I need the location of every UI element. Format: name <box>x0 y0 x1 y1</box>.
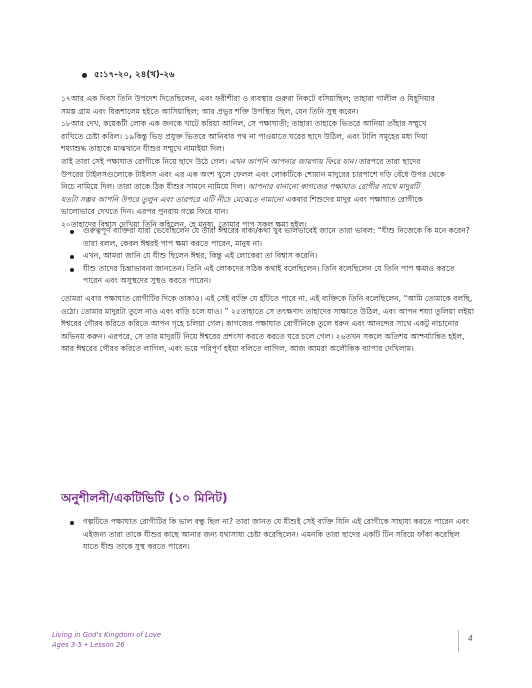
story-line: সমস্ত গ্রাম এবং যিরূশালেম হইতে আসিয়াছিল; আর প্রভুর শক্তি উপস্থিত ছিল, যেন তিনি সুস্থ করেন। <box>61 106 359 116</box>
instruction-text: আপনার বানানো কাগজের পক্ষাঘাত রোগীর সাথে মাদুরটি <box>247 182 420 192</box>
conclusion-text: তোমরা এবার পক্ষাঘাত রোগীটির দিকে তাকাও। এই সেই ব্যক্তি যে হাঁটতে পারে না. এই ব্যক্তিকে তিনি বলেছিলেন, “আমি তোমাকে বলছি, ওঠো। তোমার মাদুরটা তুলে নাও এবং বাড়ি চলে যাও। ” ২৫তাহাতে সে তৎক্ষণাৎ তাহাদের সাক্ষাতে উঠিল, এবং আপন শয্যা তুলিয়া লইয়া ঈশ্বরের গৌরব করিতে করিতে আপন গৃহে চলিয়া গেল। কাগজের পক্ষাঘাত রোগীনিকে তুলে ধরুন এবং আনন্দের সাথে একটু নাচানোর অভিনয় করুন। এরপরে, সে তার মাদুরটি নিয়ে ঈশ্বরের প্রশংসা করতে করতে ঘরে চলে গেল। ২৬তখন সকলে অতিশয় আশ্চর্য্যান্বিত হইল, আর ঈশ্বরের গৌরব করিতে লাগিল, এবং ভয়ে পরিপূর্ণ হইয়া বলিতে লাগিল, আজ আমরা অলৌকিক ব্যাপার দেখিলাম। <box>61 294 475 354</box>
story-line: রাখিতে চেষ্টা করিল। ১৯কিন্তু ভিড় প্রযুক্ত ভিতরে আনিবার পথ না পাওয়াতে ঘরের ছাদে উঠিল, এবং টালি সমূহের মধ্য দিয়া <box>61 131 428 141</box>
story-line: শয্যাশুদ্ধ তাহাকে মাঝখানে যীশুর সম্মুখে নামাইয়া দিল। <box>61 144 225 154</box>
list-item: এখন, আমরা জানি যে যীশু ছিলেন ঈশ্বর, কিন্তু এই লোকেরা তা বিশ্বাস করেনি। <box>61 250 476 263</box>
story-conclusion <box>61 293 476 356</box>
footer-course-info <box>52 630 161 650</box>
footer-divider <box>458 630 459 652</box>
scripture-reference <box>82 68 175 82</box>
discussion-bullets <box>61 225 476 288</box>
narration-text: একবার শিশুদের মাদুর এবং পক্ষাঘাত রোগীকে <box>283 194 423 204</box>
story-line <box>61 181 476 194</box>
narration-text: তাই তারা সেই পক্ষাঘাত রোগীকে নিয়ে ছাদে উঠে গেল। <box>61 156 230 166</box>
bullet-icon <box>82 73 87 78</box>
story-line: ২০তাহাদের বিশ্বাস দেখিয়া তিনি কহিলেন, হে মনুষ্য, তোমার পাপ সকল ক্ষমা হইল। <box>61 219 307 229</box>
story-line <box>61 194 476 207</box>
footer-title: Living in God's Kingdom of Love <box>52 631 162 639</box>
activity-heading: অনুশীলনী/একটিভিটি (১০ মিনিট) <box>61 491 228 505</box>
list-item: গুরুত্বপূর্ণ ব্যক্তিরা যারা ভেবেছিলেন যে তারা ঈশ্বরের বাক্য/কথা খুব ভালভাবেই জানে তারা ভাবল: “যীশু নিজেকে কি মনে করেন? তারা বলল, কেবল ঈশ্বরই পাপ ক্ষমা করতে পারেন, মানুষ না। <box>61 225 476 250</box>
story-line: ভালোভাবে দেখতে দিন। এরপর পুনরায় গল্পে ফিরে যান। <box>61 207 229 217</box>
instruction-text: এখন আপনি আপনার জায়গায় ফিরে যান। <box>229 156 357 166</box>
story-line: উপরের টাইলসগুলোকে টাইলস এবং এর এক অংশ খুলে ফেলল এবং লোকটিকে শোয়ান মাদুরের চারপাশে দড়ি বেঁধে উপর থেকে <box>61 169 445 179</box>
story-line: ১৭আর এক দিবস তিনি উপদেশ দিতেছিলেন, এবং ফরীশীরা ও ব্যবস্থার গুরুরা নিকটে বসিয়াছিল; তাহারা গালীল ও যিহূদিয়ার <box>61 94 435 103</box>
instruction-text: যতটা সম্ভব আপনি উপরে তুলুন এবং তারপরে এটি নীচে মেঝেতে নামানো <box>61 194 284 204</box>
narration-text: নিচে নামিয়ে দিল। তারা তাকে ঠিক যীশুর সামনে নামিয়ে দিল। <box>61 182 248 192</box>
list-item: যীশু তাদের চিন্তাভাবনা জানতেন। তিনি এই লোকদের সঠিক কথাই বলেছিলেন। তিনি বলেছিলেন যে তিনি পাপ ক্ষমাও করতে পারেন এবং অসুস্থদের সুস্থও করতে পারেন। <box>61 263 476 288</box>
story-line <box>61 156 476 169</box>
activity-list <box>61 516 476 554</box>
footer-subtitle: Ages 3-5 • Lesson 26 <box>52 641 125 649</box>
story-passage <box>61 93 476 232</box>
narration-text: তারপরে তারা ছাদের <box>356 156 421 166</box>
list-item: গল্পটিতে পক্ষাঘাত রোগীটির কি ভাল বন্ধু ছিল না? তারা জানত যে যীশুই সেই ব্যক্তি যিনি এই রোগীকে সাহায্য করতে পারেন এবং এইজন্য তারা তাকে যীশুর কাছে আনার জন্য যথাসাধ্য চেষ্টা করেছিলেন। এমনকি তারা ছাদের একটি টিন সরিয়ে ফাঁকা করেছিল যাতে যীশু তাকে সুস্থ করতে পারেন। <box>61 516 476 554</box>
page-number: 4 <box>468 634 473 643</box>
story-line: ১৮আর দেখ, কয়েকটী লোক এক জনকে খাটে করিয়া আনিল, সে পক্ষাঘাতী; তাহারা তাহাকে ভিতরে আনিয়া তাঁহার সম্মুখে <box>61 119 427 129</box>
scripture-reference-text: ৫:১৭-২০, ২৪(খ)-২৬ <box>94 70 175 80</box>
